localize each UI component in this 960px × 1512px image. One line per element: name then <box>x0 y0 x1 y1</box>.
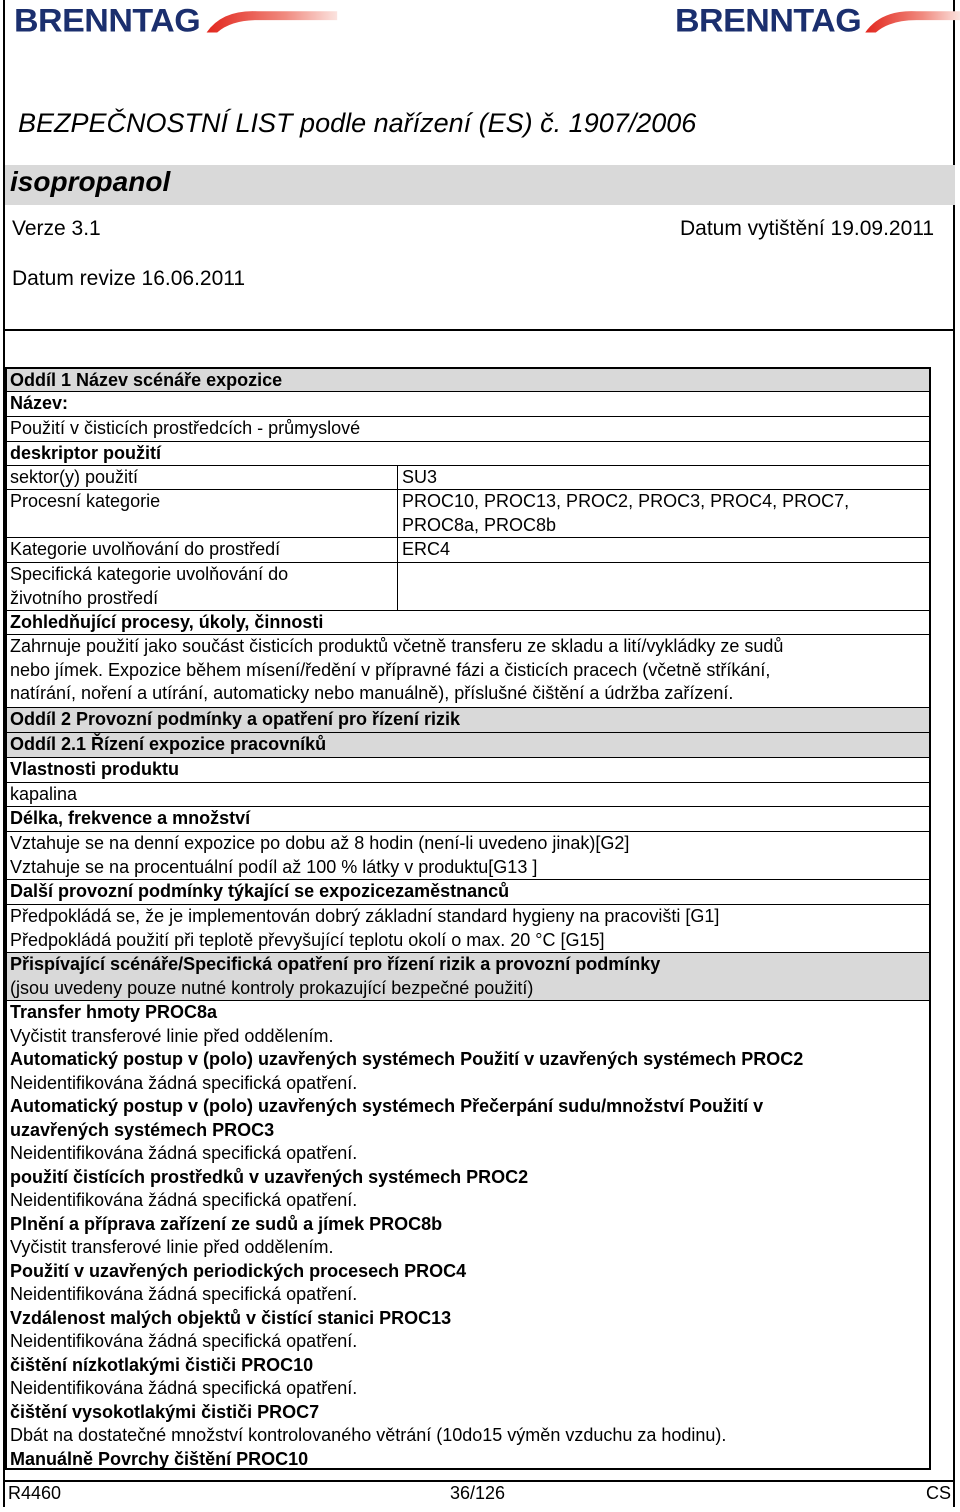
scenario-title: Transfer hmoty PROC8a <box>10 1002 218 1022</box>
descriptor-label: deskriptor použití <box>10 443 162 463</box>
logo-swoosh-icon <box>857 6 960 36</box>
processes-label: Zohledňující procesy, úkoly, činnosti <box>10 612 324 632</box>
logo-wordmark: BRENNTAG <box>14 2 201 40</box>
scenario-text: Neidentifikována žádná specifická opatření. <box>10 1190 358 1210</box>
name-value-row <box>5 417 931 442</box>
scenario-title: čištění vysokotlakými čističi PROC7 <box>10 1401 320 1422</box>
section2-1-heading <box>5 733 931 758</box>
specific-release-row <box>5 563 931 611</box>
scenario-title: Automatický postup v (polo) uzavřených systémech Přečerpání sudu/množství Použití v <box>10 1096 764 1116</box>
scenario-title: Vzdálenost malých objektů v čistící stanici PROC13 <box>10 1307 452 1328</box>
other-conditions-label-row <box>5 880 931 905</box>
brenntag-logo-left <box>14 4 346 38</box>
scenario-text: Neidentifikována žádná specifická opatření. <box>10 1378 358 1398</box>
release-label: Kategorie uvolňování do prostředí <box>10 539 281 559</box>
product-props-value-row <box>5 783 931 807</box>
scenario-text: Neidentifikována žádná specifická opatření. <box>10 1072 358 1093</box>
duration-text-line: Vztahuje se na procentuální podíl až 100 % látky v produktu[G13 ] <box>10 856 538 877</box>
specific-release-label: Specifická kategorie uvolňování do <box>10 564 289 584</box>
other-conditions-text-row <box>5 905 931 953</box>
name-value: Použití v čisticích prostředcích - průmyslové <box>10 418 361 438</box>
duration-label: Délka, frekvence a množství <box>10 808 251 828</box>
scenario-title: Plnění a příprava zařízení ze sudů a jímek PROC8b <box>10 1213 443 1234</box>
other-conditions-label: Další provozní podmínky týkající se expozicezaměstnanců <box>10 881 510 901</box>
product-props-label-row <box>5 758 931 783</box>
duration-text-line: Vztahuje se na denní expozice po dobu až 8 hodin (není-li uvedeno jinak)[G2] <box>10 833 630 853</box>
scenario-text: Vyčistit transferové linie před oddělením. <box>10 1237 334 1257</box>
specific-release-label: životního prostředí <box>10 587 159 608</box>
scenario-title: uzavřených systémech PROC3 <box>10 1119 275 1140</box>
product-props-label: Vlastnosti produktu <box>10 759 180 779</box>
logo-swoosh-icon <box>196 6 346 36</box>
process-label: Procesní kategorie <box>10 491 161 511</box>
contributing-scenarios-note: (jsou uvedeny pouze nutné kontroly prokazující bezpečné použití) <box>10 977 534 998</box>
scenario-title: Použití v uzavřených periodických procesech PROC4 <box>10 1260 467 1281</box>
scenario-text: Dbát na dostatečné množství kontrolovaného větrání (10do15 výměn vzduchu za hodinu). <box>10 1425 727 1445</box>
section2-heading-text: Oddíl 2 Provozní podmínky a opatření pro řízení rizik <box>10 709 461 729</box>
other-conditions-line: Předpokládá se, že je implementován dobrý základní standard hygieny na pracovišti [G1] <box>10 906 720 926</box>
product-name: isopropanol <box>10 166 171 197</box>
process-value-line: PROC10, PROC13, PROC2, PROC3, PROC4, PROC7, <box>402 491 850 511</box>
sector-value: SU3 <box>397 466 437 489</box>
print-date: Datum vytištění 19.09.2011 <box>680 217 935 240</box>
specific-release-value <box>397 563 402 610</box>
contributing-scenarios-label: Přispívající scénáře/Specifická opatření pro řízení rizik a provozní podmínky <box>10 954 661 974</box>
logo-wordmark: BRENNTAG <box>675 2 862 40</box>
scenario-title: použití čistících prostředků v uzavřených systémech PROC2 <box>10 1166 529 1187</box>
document-title: BEZPEČNOSTNÍ LIST podle nařízení (ES) č. 1907/2006 <box>18 108 697 138</box>
descriptor-row <box>5 442 931 466</box>
footer-language: CS <box>926 1483 952 1503</box>
scenario-title: čištění nízkotlakými čističi PROC10 <box>10 1354 314 1375</box>
footer-code: R4460 <box>8 1483 62 1503</box>
duration-text-row <box>5 832 931 880</box>
scenario-list <box>5 1001 931 1470</box>
processes-text-line: natírání, noření a utírání, automaticky nebo manuálně), příslušné čištění a údržba zařízení. <box>10 683 734 703</box>
section2-heading <box>5 708 931 733</box>
scenario-text: Neidentifikována žádná specifická opatření. <box>10 1143 358 1163</box>
scenario-text: Neidentifikována žádná specifická opatření. <box>10 1331 358 1351</box>
name-label: Název: <box>10 393 69 413</box>
section2-1-heading-text: Oddíl 2.1 Řízení expozice pracovníků <box>10 734 327 754</box>
footer-page-number: 36/126 <box>450 1483 506 1503</box>
processes-label-row <box>5 611 931 635</box>
release-value: ERC4 <box>397 538 450 562</box>
scenario-text: Neidentifikována žádná specifická opatření. <box>10 1284 358 1304</box>
version: Verze 3.1 <box>12 217 101 240</box>
sector-label: sektor(y) použití <box>10 467 139 487</box>
release-row <box>5 538 931 563</box>
header-divider <box>5 329 953 331</box>
product-props-value: kapalina <box>10 784 78 804</box>
process-row <box>5 490 931 538</box>
brenntag-logo-right <box>675 4 960 38</box>
section1-heading-text: Oddíl 1 Název scénáře expozice <box>10 370 283 390</box>
processes-text-line: nebo jímek. Expozice během mísení/ředění v přípravné fázi a čisticích pracech (včetně stříkání, <box>10 659 771 680</box>
scenario-title: Automatický postup v (polo) uzavřených systémech Použití v uzavřených systémech PROC2 <box>10 1049 804 1069</box>
section1-heading <box>5 367 931 392</box>
process-value-line: PROC8a, PROC8b <box>402 514 557 535</box>
name-label-row <box>5 392 931 417</box>
processes-text-line: Zahrnuje použití jako součást čisticích produktů včetně transferu ze skladu a lití/vykládky ze sudů <box>10 636 784 656</box>
scenario-title: Manuálně Povrchy čištění PROC10 <box>10 1448 309 1469</box>
scenario-text: Vyčistit transferové linie před oddělením. <box>10 1025 334 1046</box>
process-value <box>397 490 849 537</box>
processes-text-row <box>5 635 931 708</box>
revision-date: Datum revize 16.06.2011 <box>12 267 246 290</box>
sector-row <box>5 466 931 490</box>
contributing-scenarios-row <box>5 953 931 1001</box>
duration-label-row <box>5 807 931 832</box>
other-conditions-line: Předpokládá použití při teplotě převyšující teplotu okolí o max. 20 °C [G15] <box>10 929 605 950</box>
